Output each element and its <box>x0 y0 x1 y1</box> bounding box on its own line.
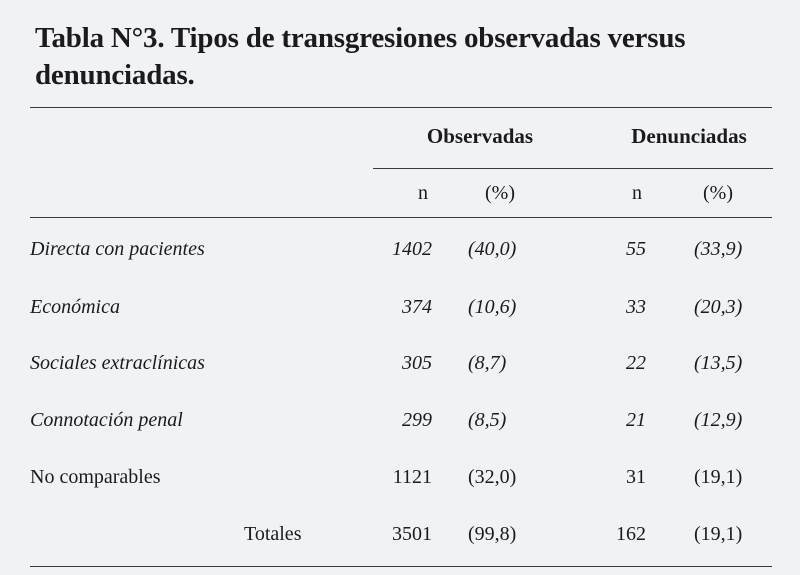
den-n: 22 <box>626 352 646 374</box>
row-label: Connotación penal <box>30 409 183 431</box>
header-rule <box>30 217 772 218</box>
obs-pct: (32,0) <box>468 466 517 488</box>
obs-pct: (10,6) <box>468 296 517 318</box>
totals-label: Totales <box>244 523 302 545</box>
obs-n: 305 <box>402 352 432 374</box>
subheader-den-n: n <box>632 182 642 204</box>
row-label: Directa con pacientes <box>30 238 205 260</box>
top-rule <box>30 107 772 108</box>
obs-n: 299 <box>402 409 432 431</box>
obs-pct: (8,7) <box>468 352 507 374</box>
den-n: 31 <box>626 466 646 488</box>
den-pct: (19,1) <box>694 466 743 488</box>
den-n: 33 <box>626 296 646 318</box>
header-denunciadas: Denunciadas <box>631 124 747 148</box>
subheader-obs-pct: (%) <box>485 182 515 204</box>
totals-obs-pct: (99,8) <box>468 523 517 545</box>
totals-den-n: 162 <box>616 523 646 545</box>
obs-pct: (8,5) <box>468 409 507 431</box>
obs-n: 1121 <box>392 466 432 488</box>
den-n: 55 <box>626 238 646 260</box>
den-n: 21 <box>626 409 646 431</box>
obs-pct: (40,0) <box>468 238 517 260</box>
subheader-den-pct: (%) <box>703 182 733 204</box>
totals-den-pct: (19,1) <box>694 523 743 545</box>
obs-n: 1402 <box>392 238 432 260</box>
row-label: Sociales extraclínicas <box>30 352 205 374</box>
den-pct: (12,9) <box>694 409 743 431</box>
den-pct: (20,3) <box>694 296 743 318</box>
totals-obs-n: 3501 <box>392 523 432 545</box>
den-pct: (33,9) <box>694 238 743 260</box>
group-rule <box>373 168 773 169</box>
table-title: Tabla N°3. Tipos de transgresiones observadas versus denunciadas. <box>35 22 686 91</box>
bottom-rule <box>30 566 772 567</box>
den-pct: (13,5) <box>694 352 743 374</box>
obs-n: 374 <box>402 296 432 318</box>
subheader-obs-n: n <box>418 182 428 204</box>
row-label: No comparables <box>30 466 161 488</box>
header-observadas: Observadas <box>426 124 534 148</box>
row-label: Económica <box>30 296 120 318</box>
